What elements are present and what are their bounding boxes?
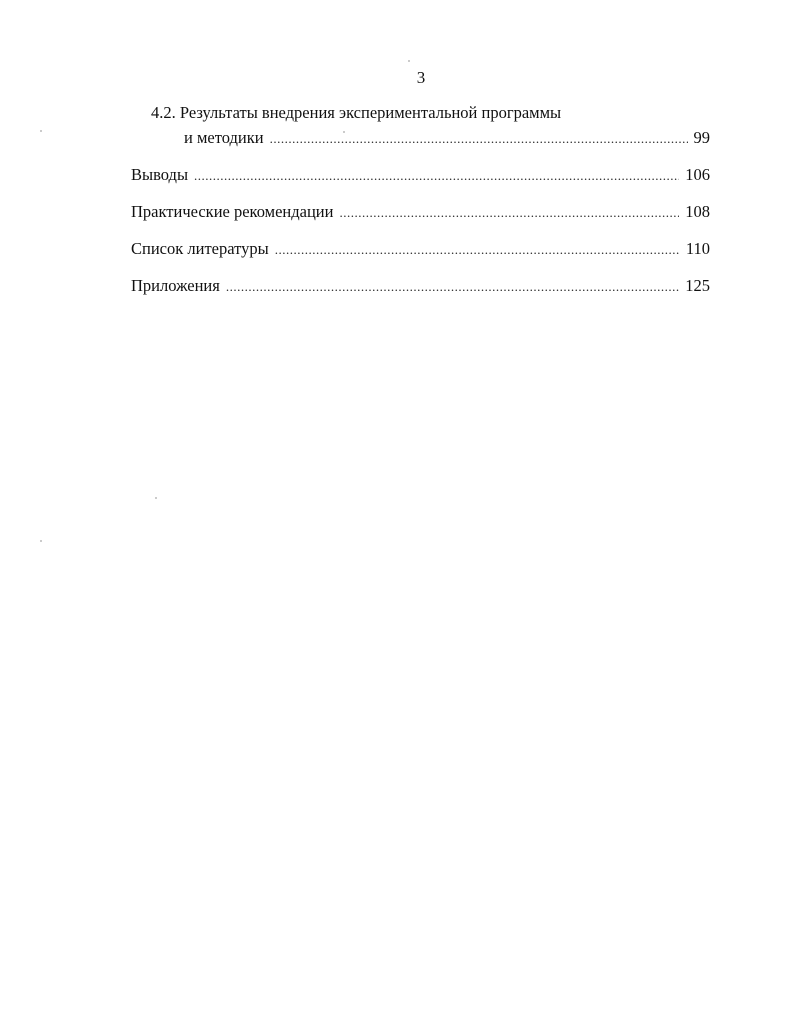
toc-entry-page: 125 <box>685 276 710 295</box>
toc-entry-line <box>131 268 710 305</box>
toc-entry-line <box>131 194 710 231</box>
dot-leader <box>226 269 679 305</box>
toc-entry-conclusions <box>131 157 710 194</box>
toc-entry-page: 108 <box>685 202 710 221</box>
toc-entry-recommendations <box>131 194 710 231</box>
toc-entry-title: Выводы <box>131 165 189 184</box>
toc-entry-continuation-line <box>131 126 710 151</box>
toc-entry-page: 106 <box>685 165 710 184</box>
toc-entry-line <box>131 231 710 268</box>
dot-leader <box>194 158 679 194</box>
page-number: 3 <box>416 68 426 87</box>
toc-entry-page: 110 <box>685 239 710 258</box>
scan-speck <box>40 130 42 132</box>
toc-entry-page: 99 <box>693 128 710 147</box>
toc-entry-title: 4.2. Результаты внедрения экспериментальной программы <box>151 103 562 122</box>
scan-speck <box>155 497 157 499</box>
table-of-contents <box>131 100 710 305</box>
dot-leader <box>275 232 680 268</box>
dot-leader <box>339 195 679 231</box>
toc-entry-title: Список литературы <box>131 239 269 258</box>
toc-entry-appendices <box>131 268 710 305</box>
scan-speck <box>40 540 42 542</box>
toc-entry-title: Практические рекомендации <box>131 202 334 221</box>
toc-entry-line <box>131 157 710 194</box>
scan-speck <box>343 131 345 133</box>
toc-entry-4-2 <box>131 100 710 151</box>
toc-entry-references <box>131 231 710 268</box>
scan-speck <box>408 60 410 62</box>
dot-leader <box>270 127 688 151</box>
toc-entry-title-line <box>131 100 710 126</box>
toc-entry-title: Приложения <box>131 276 220 295</box>
toc-entry-title-continuation: и методики <box>184 128 264 147</box>
